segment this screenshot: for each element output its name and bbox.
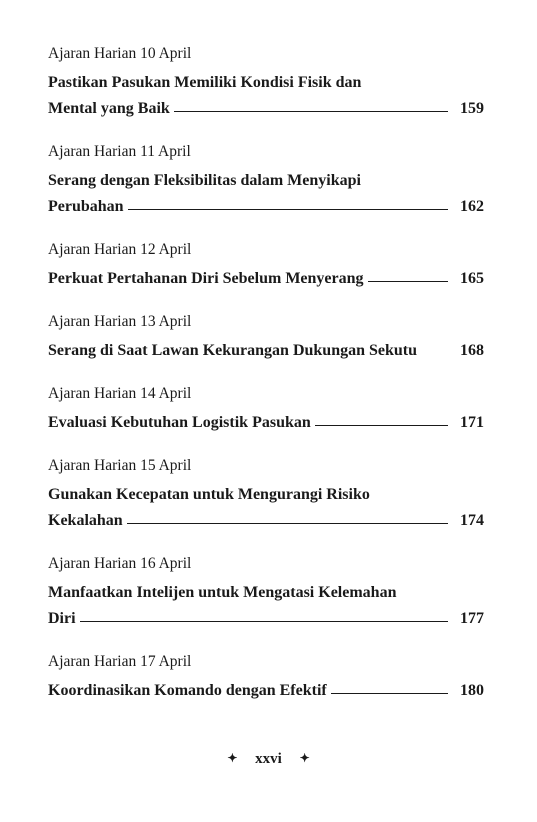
- entry-title-text: Manfaatkan Intelijen untuk Mengatasi Kelemahan: [48, 584, 397, 601]
- dot-leader: [331, 693, 448, 694]
- entry-title-line-2: [48, 194, 484, 220]
- footer-page-number: xxvi: [255, 751, 282, 767]
- star-ornament-icon: ✦: [299, 751, 310, 765]
- entry-title-line-1: [48, 168, 484, 194]
- entry-title-line: [48, 338, 484, 364]
- dot-leader: [315, 425, 448, 426]
- entry-page-number: 171: [460, 414, 484, 431]
- toc-entry[interactable]: [48, 456, 484, 534]
- toc-entry[interactable]: [48, 554, 484, 632]
- entry-title-text: Perkuat Pertahanan Diri Sebelum Menyerang: [48, 270, 364, 287]
- entry-title-line: [48, 410, 484, 436]
- entry-page-number: 168: [460, 342, 484, 359]
- entry-day-label: Ajaran Harian 10 April: [48, 45, 192, 62]
- toc-entry[interactable]: [48, 652, 484, 704]
- dot-leader: [174, 111, 448, 112]
- entry-title-text: Pastikan Pasukan Memiliki Kondisi Fisik dan: [48, 74, 362, 91]
- entry-title-line-2: [48, 508, 484, 534]
- entry-page-number: 159: [460, 100, 484, 117]
- toc-entry[interactable]: [48, 44, 484, 122]
- entry-title-text: Perubahan: [48, 198, 124, 215]
- entry-title-line-2: [48, 96, 484, 122]
- entry-title-line-1: [48, 70, 484, 96]
- entry-title-text: Serang di Saat Lawan Kekurangan Dukungan Sekutu: [48, 342, 418, 359]
- entry-day-label: Ajaran Harian 12 April: [48, 241, 192, 258]
- entry-day-label: Ajaran Harian 14 April: [48, 385, 192, 402]
- entry-title-text: Kekalahan: [48, 512, 123, 529]
- toc-entry[interactable]: [48, 384, 484, 436]
- entry-title-line-2: [48, 606, 484, 632]
- entry-day-label: Ajaran Harian 17 April: [48, 653, 192, 670]
- entry-title-text: Diri: [48, 610, 76, 627]
- star-ornament-icon: ✦: [227, 751, 238, 765]
- entry-title-line-1: [48, 580, 484, 606]
- table-of-contents: [48, 44, 484, 724]
- entry-day-label: Ajaran Harian 13 April: [48, 313, 192, 330]
- toc-entry[interactable]: [48, 142, 484, 220]
- entry-title-text: Evaluasi Kebutuhan Logistik Pasukan: [48, 414, 311, 431]
- entry-page-number: 162: [460, 198, 484, 215]
- dot-leader: [128, 209, 448, 210]
- toc-entry[interactable]: [48, 240, 484, 292]
- entry-title-text: Mental yang Baik: [48, 100, 170, 117]
- entry-title-line: [48, 266, 484, 292]
- entry-title-text: Koordinasikan Komando dengan Efektif: [48, 682, 327, 699]
- entry-title-text: Serang dengan Fleksibilitas dalam Menyikapi: [48, 172, 361, 189]
- page-footer: [0, 748, 537, 769]
- dot-leader: [368, 281, 448, 282]
- entry-title-line-1: [48, 482, 484, 508]
- entry-title-line: [48, 678, 484, 704]
- entry-day-label: Ajaran Harian 15 April: [48, 457, 192, 474]
- entry-page-number: 174: [460, 512, 484, 529]
- entry-page-number: 165: [460, 270, 484, 287]
- entry-day-label: Ajaran Harian 11 April: [48, 143, 191, 160]
- entry-day-label: Ajaran Harian 16 April: [48, 555, 192, 572]
- toc-entry[interactable]: [48, 312, 484, 364]
- entry-title-text: Gunakan Kecepatan untuk Mengurangi Risiko: [48, 486, 370, 503]
- dot-leader: [80, 621, 448, 622]
- dot-leader: [127, 523, 448, 524]
- entry-page-number: 180: [460, 682, 484, 699]
- entry-page-number: 177: [460, 610, 484, 627]
